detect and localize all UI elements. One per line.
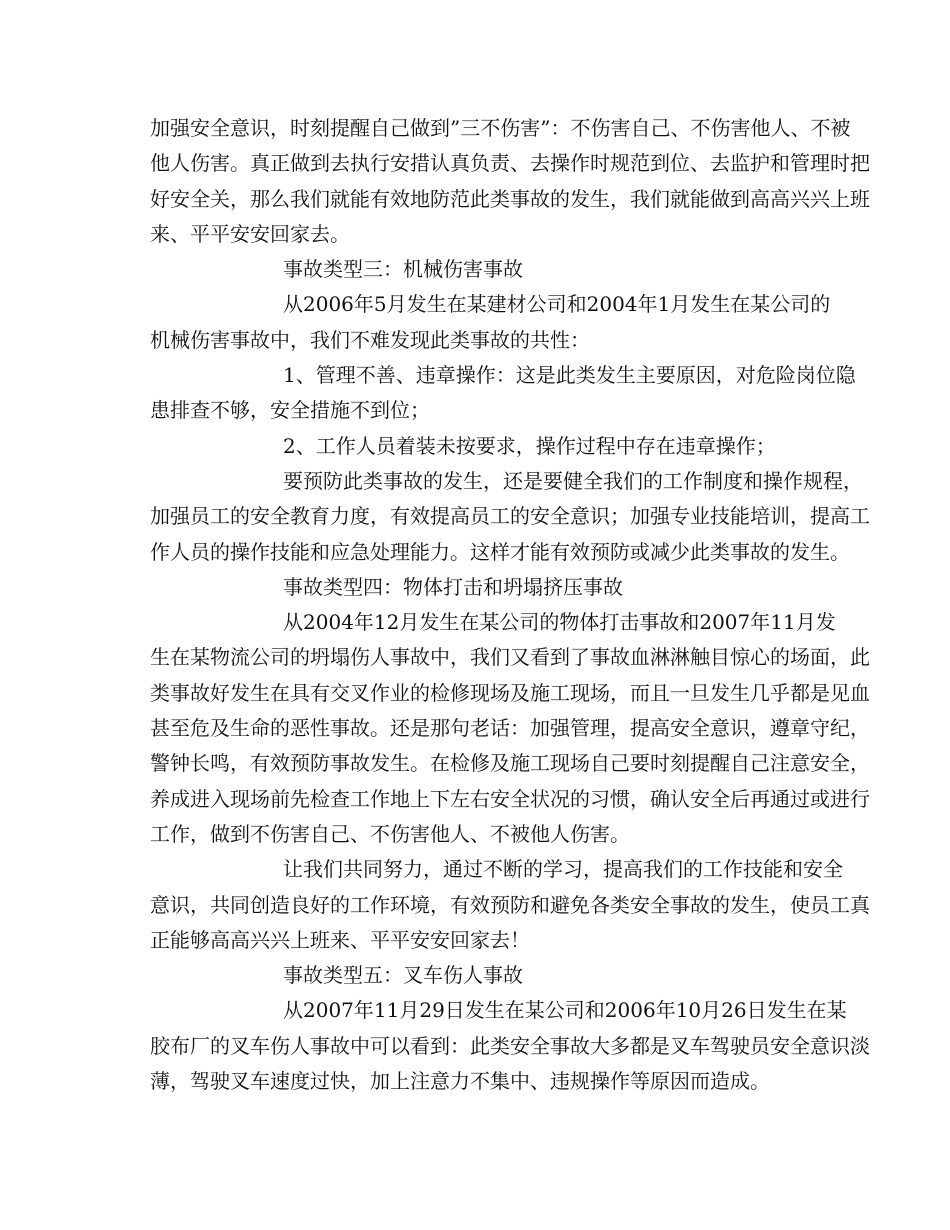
text-line: 加强员工的安全教育力度，有效提高员工的安全意识；加强专业技能培训，提高工	[150, 504, 870, 529]
text-line: 从2004年12月发生在某公司的物体打击事故和2007年11月发	[283, 610, 836, 635]
list-item	[150, 429, 816, 464]
heading-text: 事故类型三：机械伤害事故	[283, 257, 523, 282]
text-line: 作人员的操作技能和应急处理能力。这样才能有效预防或减少此类事故的发生。	[150, 539, 850, 564]
paragraph	[150, 605, 870, 852]
heading-text: 事故类型四：物体打击和坍塌挤压事故	[283, 574, 623, 599]
text-line: 要预防此类事故的发生，还是要健全我们的工作制度和操作规程，	[283, 468, 863, 493]
text-line: 胶布厂的叉车伤人事故中可以看到：此类安全事故大多都是叉车驾驶员安全意识淡	[150, 1033, 870, 1058]
text-line: 类事故好发生在具有交叉作业的检修现场及施工现场，而且一旦发生几乎都是见血	[150, 680, 870, 705]
text-line: 养成进入现场前先检查工作地上下左右安全状况的习惯，确认安全后再通过或进行	[150, 786, 870, 811]
text-line: 警钟长鸣，有效预防事故发生。在检修及施工现场自己要时刻提醒自己注意安全，	[150, 751, 870, 776]
text-line: 生在某物流公司的坍塌伤人事故中，我们又看到了事故血淋淋触目惊心的场面，此	[150, 645, 870, 670]
section-heading	[150, 958, 816, 993]
text-line: 机械伤害事故中，我们不难发现此类事故的共性：	[150, 327, 590, 352]
text-line: 从2007年11月29日发生在某公司和2006年10月26日发生在某	[283, 998, 847, 1023]
text-line: 2、工作人员着装未按要求，操作过程中存在违章操作；	[283, 433, 776, 458]
text-line: 正能够高高兴兴上班来、平平安安回家去！	[150, 927, 530, 952]
text-line: 从2006年5月发生在某建材公司和2004年1月发生在某公司的	[283, 292, 831, 317]
text-line: 患排查不够，安全措施不到位；	[150, 398, 430, 423]
section-heading	[150, 570, 816, 605]
text-line: 甚至危及生命的恶性事故。还是那句老话：加强管理，提高安全意识，遵章守纪，	[150, 716, 870, 741]
section-heading	[150, 252, 816, 287]
text-line: 他人伤害。真正做到去执行安措认真负责、去操作时规范到位、去监护和管理时把	[150, 151, 870, 176]
text-line: 意识，共同创造良好的工作环境，有效预防和避免各类安全事故的发生，使员工真	[150, 892, 870, 917]
text-line: 来、平平安安回家去。	[150, 221, 350, 246]
text-line: 薄，驾驶叉车速度过快，加上注意力不集中、违规操作等原因而造成。	[150, 1069, 770, 1094]
heading-text: 事故类型五：叉车伤人事故	[283, 963, 523, 988]
document-page	[150, 111, 870, 1099]
paragraph	[150, 993, 870, 1099]
text-line: 好安全关，那么我们就能有效地防范此类事故的发生，我们就能做到高高兴兴上班	[150, 186, 870, 211]
list-item	[150, 358, 856, 429]
text-line: 工作，做到不伤害自己、不伤害他人、不被他人伤害。	[150, 821, 630, 846]
text-line: 1、管理不善、违章操作：这是此类发生主要原因，对危险岗位隐	[283, 363, 856, 388]
paragraph	[150, 852, 870, 958]
paragraph	[150, 111, 870, 252]
text-line: 加强安全意识，时刻提醒自己做到”三不伤害”：不伤害自己、不伤害他人、不被	[150, 116, 851, 140]
paragraph	[150, 287, 831, 358]
text-line: 让我们共同努力，通过不断的学习，提高我们的工作技能和安全	[283, 857, 843, 882]
paragraph	[150, 464, 870, 570]
